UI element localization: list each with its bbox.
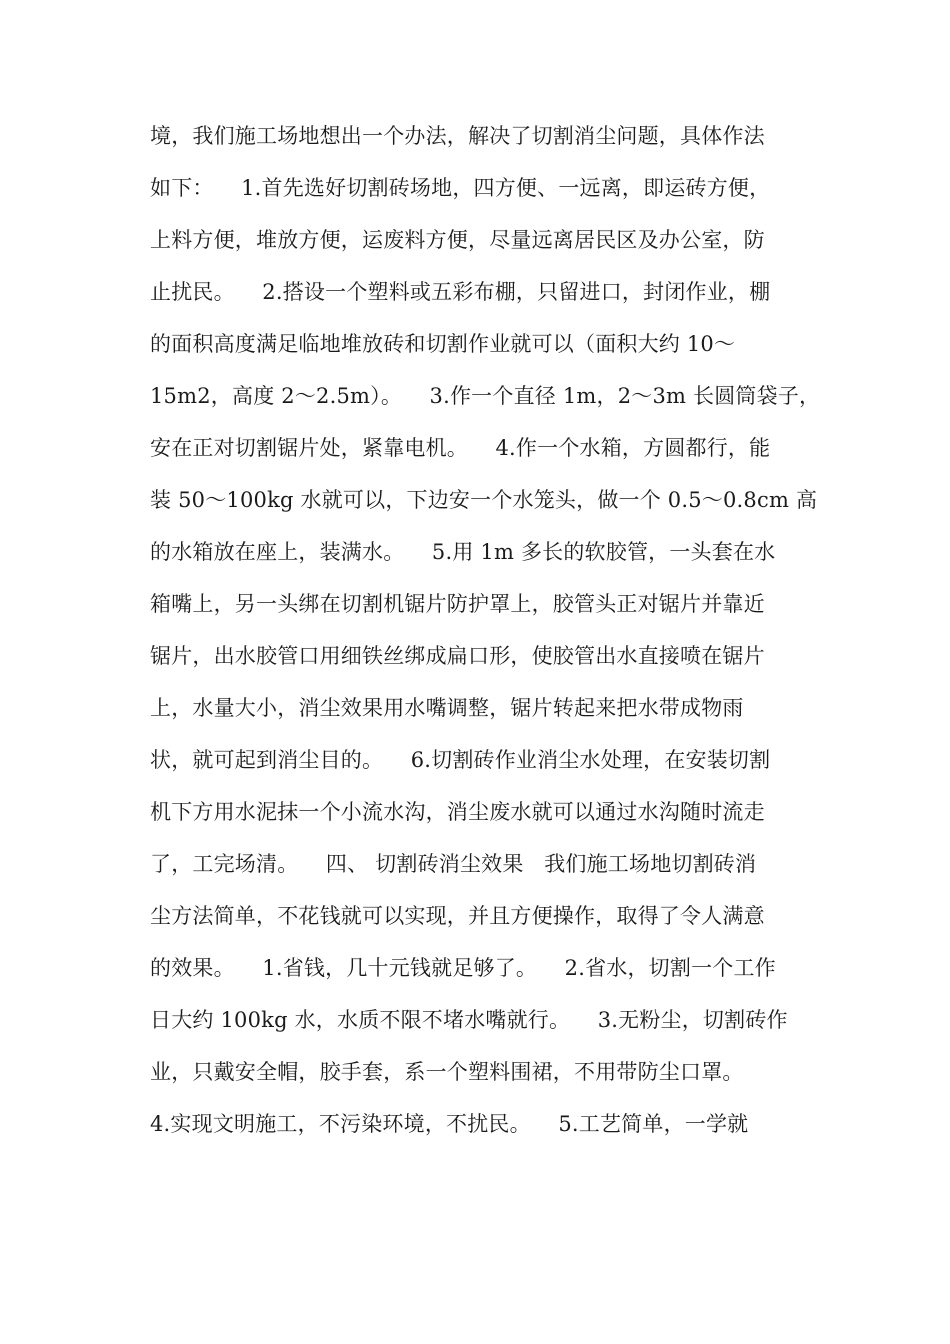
text-line: 上，水量大小，消尘效果用水嘴调整，锯片转起来把水带成物雨 xyxy=(150,696,744,720)
text-line: 箱嘴上，另一头绑在切割机锯片防护罩上，胶管头正对锯片并靠近 xyxy=(150,592,765,616)
text-line: 尘方法简单，不花钱就可以实现，并且方便操作，取得了令人满意 xyxy=(150,904,765,928)
text-line: 安在正对切割锯片处，紧靠电机。 4.作一个水箱，方圆都行，能 xyxy=(150,436,771,460)
text-line: 业，只戴安全帽，胶手套，系一个塑料围裙，不用带防尘口罩。 xyxy=(150,1060,744,1084)
text-line: 如下： 1.首先选好切割砖场地，四方便、一远离，即运砖方便， xyxy=(150,176,771,200)
text-line: 装 50～100kg 水就可以，下边安一个水笼头，做一个 0.5～0.8cm 高 xyxy=(150,488,818,512)
text-line: 4.实现文明施工，不污染环境，不扰民。 5.工艺简单，一学就 xyxy=(150,1112,749,1136)
text-line: 15m2，高度 2～2.5m）。 3.作一个直径 1m，2～3m 长圆筒袋子， xyxy=(150,384,821,408)
text-line: 状，就可起到消尘目的。 6.切割砖作业消尘水处理，在安装切割 xyxy=(150,748,771,772)
text-line: 止扰民。 2.搭设一个塑料或五彩布棚，只留进口，封闭作业，棚 xyxy=(150,280,771,304)
text-line: 了，工完场清。 四、 切割砖消尘效果 我们施工场地切割砖消 xyxy=(150,852,757,876)
text-line: 的面积高度满足临地堆放砖和切割作业就可以（面积大约 10～ xyxy=(150,332,736,356)
text-line: 机下方用水泥抹一个小流水沟，消尘废水就可以通过水沟随时流走 xyxy=(150,800,765,824)
text-line: 境，我们施工场地想出一个办法，解决了切割消尘问题，具体作法 xyxy=(150,124,765,148)
text-line: 上料方便，堆放方便，运废料方便，尽量远离居民区及办公室，防 xyxy=(150,228,765,252)
body-text xyxy=(150,114,821,1154)
text-line: 日大约 100kg 水，水质不限不堵水嘴就行。 3.无粉尘，切割砖作 xyxy=(150,1008,788,1032)
text-line: 锯片，出水胶管口用细铁丝绑成扁口形，使胶管出水直接喷在锯片 xyxy=(150,644,765,668)
text-line: 的水箱放在座上，装满水。 5.用 1m 多长的软胶管，一头套在水 xyxy=(150,540,776,564)
text-line: 的效果。 1.省钱，几十元钱就足够了。 2.省水，切割一个工作 xyxy=(150,956,776,980)
